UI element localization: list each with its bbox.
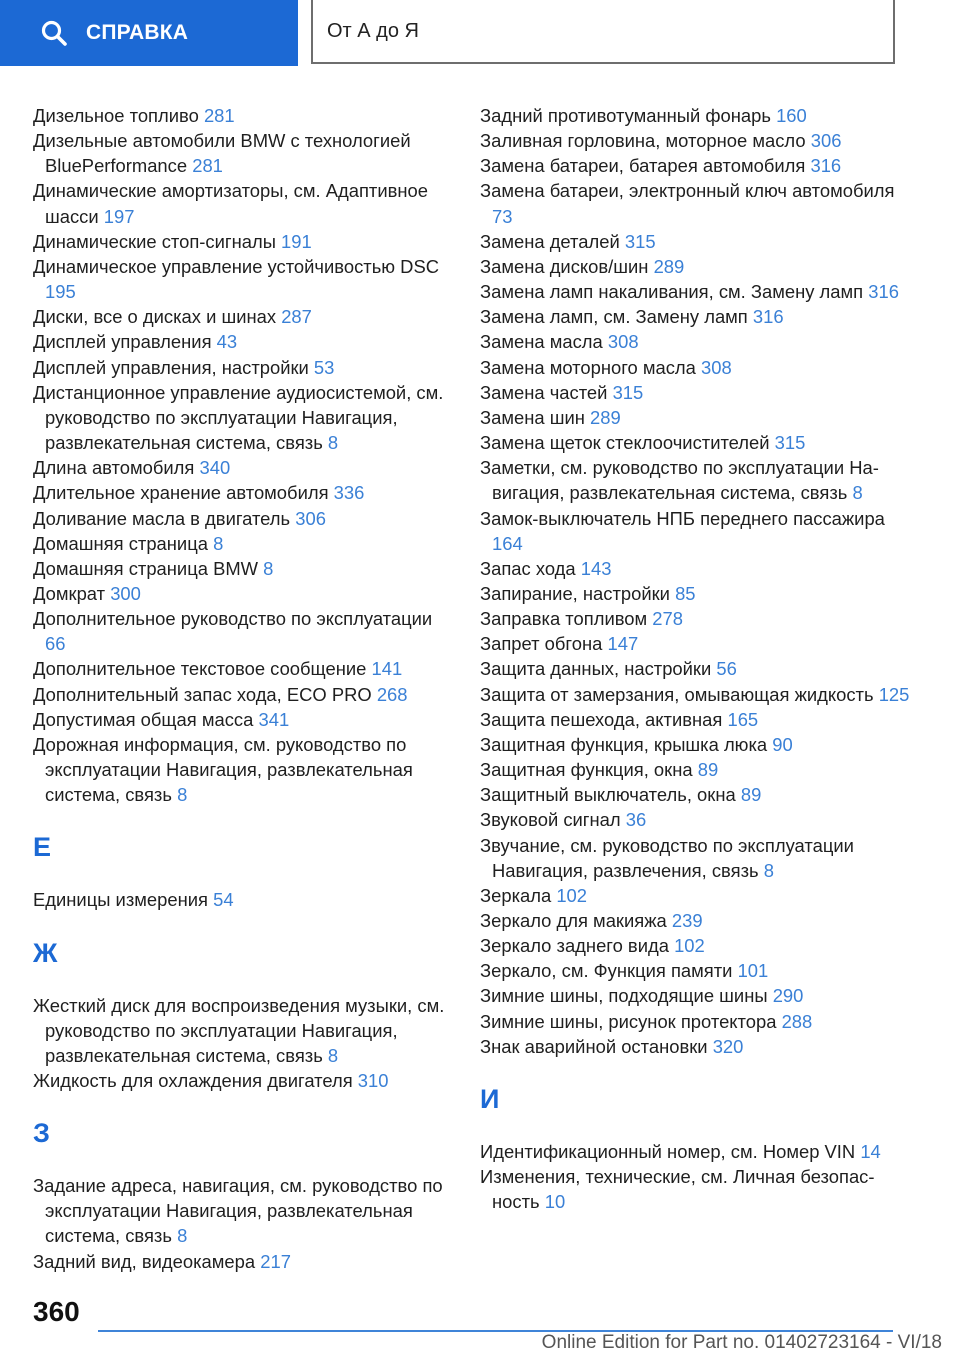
entry-text: Единицы измерения — [33, 889, 208, 911]
index-entry — [33, 329, 453, 354]
index-entry — [33, 682, 453, 707]
entry-text: Зеркало для макияжа — [480, 910, 667, 931]
page-link[interactable]: 341 — [258, 708, 290, 730]
entry-text: Идентификационный номер, см. Номер VIN — [480, 1140, 856, 1162]
index-entry — [480, 933, 910, 958]
index-entry — [480, 556, 910, 581]
page-link[interactable]: 8 — [852, 482, 863, 504]
index-entry — [480, 329, 910, 354]
page-link[interactable]: 281 — [192, 155, 223, 177]
help-label: СПРАВКА — [86, 21, 189, 44]
entry-text: Зеркала — [480, 884, 552, 906]
index-entry — [33, 229, 453, 254]
index-letter-heading: З — [33, 1118, 50, 1149]
page-link[interactable]: 197 — [103, 205, 135, 227]
index-entry — [480, 103, 910, 128]
index-entry — [480, 908, 910, 933]
entry-text: Дополнительное текстовое сообщение — [33, 658, 367, 680]
page-link[interactable]: 143 — [580, 557, 612, 579]
entry-text: Замена шин — [480, 406, 585, 428]
index-entry — [480, 983, 910, 1008]
entry-text: Знак аварийной остановки — [480, 1035, 708, 1057]
entry-text: Длина автомобиля — [33, 457, 195, 479]
header — [0, 0, 960, 66]
page-number: 360 — [33, 1296, 80, 1327]
entry-text: Запирание, настройки — [480, 582, 670, 604]
page-link[interactable]: 310 — [357, 1070, 389, 1091]
entry-text: Замок-выключатель НПБ переднего пассажира — [480, 507, 885, 529]
index-entry — [480, 682, 910, 707]
entry-text: Замена дисков/шин — [480, 255, 649, 277]
index-entry — [480, 355, 910, 380]
entry-text: Запрет обгона — [480, 633, 603, 655]
entry-text: Защита пешехода, активная — [480, 708, 723, 730]
page-link[interactable]: 288 — [781, 1010, 813, 1032]
entry-text: Динамические стоп-сигналы — [33, 230, 276, 252]
page-link[interactable]: 10 — [544, 1191, 566, 1213]
index-entry — [480, 304, 910, 329]
entry-text: Дистанционное управление аудиосистемой, см. руководство по эксплуатации Навигация, развлекательная система, связь — [33, 381, 444, 454]
entry-text: Длительное хранение автомобиля — [33, 482, 329, 504]
page-link[interactable]: 217 — [260, 1250, 291, 1272]
page-link[interactable]: 165 — [727, 708, 759, 730]
index-entry — [33, 1173, 453, 1248]
index-entry — [480, 606, 910, 631]
page-link[interactable]: 289 — [590, 406, 621, 428]
index-entry — [480, 1009, 910, 1034]
edition-text: Online Edition for Part no. 01402723164 - VI/18 — [541, 1332, 942, 1353]
page-link[interactable]: 8 — [763, 859, 774, 881]
page-link[interactable]: 8 — [213, 532, 224, 554]
entry-text: Зимние шины, рисунок протектора — [480, 1010, 777, 1032]
index-entry — [33, 304, 453, 329]
index-entry — [480, 455, 910, 505]
index-entry — [33, 1249, 453, 1274]
section-title: От А до Я — [311, 0, 895, 64]
page-link[interactable]: 141 — [371, 658, 403, 680]
index-entry — [33, 606, 453, 656]
index-entry — [33, 1068, 453, 1093]
index-entry — [33, 254, 453, 304]
entry-text: Звучание, см. руководство по эксплуатации Навигация, развлечения, связь — [480, 834, 854, 881]
entry-text: Динамические амортизаторы, см. Адаптивное шасси — [33, 180, 428, 227]
entry-text: Замена батареи, батарея автомобиля — [480, 155, 806, 177]
entry-text: Задний противотуманный фонарь — [480, 105, 771, 126]
index-entry — [480, 254, 910, 279]
page-link[interactable]: 308 — [607, 331, 639, 353]
search-icon — [40, 19, 68, 47]
page-link[interactable]: 278 — [652, 608, 683, 630]
index-entry — [33, 993, 453, 1068]
entry-text: Диски, все о дисках и шинах — [33, 306, 277, 328]
entry-text: Звуковой сигнал — [480, 809, 621, 831]
index-entry — [33, 455, 453, 480]
page-link[interactable]: 36 — [625, 809, 647, 831]
index-entry — [33, 531, 453, 556]
entry-text: Домашняя страница — [33, 532, 208, 554]
index-entry — [33, 887, 453, 912]
entry-text: Дизельное топливо — [33, 105, 199, 126]
entry-text: Запас хода — [480, 557, 576, 579]
entry-text: Защита данных, настройки — [480, 658, 712, 680]
entry-text: Допустимая общая масса — [33, 708, 254, 730]
page-link[interactable]: 306 — [295, 507, 326, 529]
page-link[interactable]: 195 — [45, 281, 76, 303]
entry-text: Заправка топливом — [480, 608, 648, 630]
page-link[interactable]: 315 — [624, 230, 656, 252]
page-link[interactable]: 8 — [177, 784, 188, 806]
entry-text: Домкрат — [33, 582, 106, 604]
index-entry — [480, 757, 910, 782]
page-link[interactable]: 160 — [776, 105, 807, 126]
entry-text: Замена ламп накаливания, см. Замену ламп — [480, 281, 864, 303]
index-entry — [33, 506, 453, 531]
entry-text: Дополнительный запас хода, ECO PRO — [33, 683, 372, 705]
index-entry — [480, 380, 910, 405]
index-column-left — [33, 103, 453, 1274]
page-link[interactable]: 101 — [737, 960, 769, 982]
entry-text: Изменения, технические, см. Личная безопасность — [480, 1166, 875, 1213]
index-letter-heading: Е — [33, 832, 52, 863]
page-link[interactable]: 8 — [327, 1044, 339, 1066]
entry-text: Заливная горловина, моторное масло — [480, 130, 806, 152]
page-link[interactable]: 268 — [376, 683, 408, 705]
index-entry — [480, 656, 910, 681]
page-link[interactable]: 8 — [263, 557, 274, 579]
page-link[interactable]: 53 — [313, 356, 335, 378]
entry-text: Задание адреса, навигация, см. руководство по эксплуатации Навигация, развлекательная система, связь — [33, 1175, 443, 1247]
page-link[interactable]: 289 — [653, 255, 685, 277]
page-link[interactable]: 191 — [281, 230, 312, 252]
page-link[interactable]: 89 — [740, 784, 762, 806]
index-entry — [480, 1139, 910, 1164]
page-link[interactable]: 164 — [492, 532, 523, 554]
entry-text: Жидкость для охлаждения двигателя — [33, 1070, 353, 1091]
index-entry — [480, 782, 910, 807]
entry-text: Защитная функция, крышка люка — [480, 733, 768, 755]
page-link[interactable]: 239 — [671, 910, 703, 931]
index-entry — [480, 631, 910, 656]
entry-text: Защита от замерзания, омывающая жидкость — [480, 683, 874, 705]
entry-text: Защитный выключатель, окна — [480, 784, 736, 806]
page-link[interactable]: 336 — [333, 482, 365, 504]
entry-text: Динамическое управление устойчивостью DSC — [33, 255, 440, 277]
index-entry — [33, 355, 453, 380]
page-link[interactable]: 56 — [716, 658, 737, 680]
entry-text: Дополнительное руководство по эксплуатации — [33, 608, 433, 630]
page-link[interactable]: 89 — [697, 759, 719, 781]
entry-text: Зеркало заднего вида — [480, 935, 669, 957]
page-link[interactable]: 316 — [752, 306, 784, 328]
entry-text: Жесткий диск для воспроизведения музыки, см. руководство по эксплуатации Навигация, развлекательная система, связь — [33, 994, 445, 1066]
index-entry — [480, 1034, 910, 1059]
entry-text: Дизельные автомобили BMW с технологией BluePerformance — [33, 130, 411, 177]
page-link[interactable]: 290 — [772, 985, 804, 1007]
index-letter-heading: И — [480, 1083, 500, 1114]
entry-text: Задний вид, видеокамера — [33, 1250, 256, 1272]
index-entry — [480, 178, 910, 228]
index-entry — [33, 128, 453, 178]
entry-text: Защитная функция, окна — [480, 759, 693, 781]
page-link[interactable]: 147 — [607, 633, 639, 655]
index-entry — [480, 229, 910, 254]
index-entry — [480, 707, 910, 732]
page-link[interactable]: 8 — [177, 1225, 188, 1247]
index-entry — [480, 958, 910, 983]
page-link[interactable]: 308 — [701, 356, 732, 378]
entry-text: Дорожная информация, см. руководство по эксплуатации Навигация, развлекательная система, связь — [33, 733, 413, 806]
index-entry — [480, 1164, 910, 1214]
entry-text: Замена батареи, электронный ключ автомобиля — [480, 180, 895, 202]
page-link[interactable]: 14 — [860, 1140, 881, 1162]
entry-text: Замена щеток стеклоочистителей — [480, 432, 770, 454]
entry-text: Дисплей управления, настройки — [33, 356, 309, 378]
index-entry — [480, 581, 910, 606]
index-column-right — [480, 103, 910, 1214]
footer — [0, 1290, 960, 1362]
entry-text: Зеркало, см. Функция памяти — [480, 960, 733, 982]
entry-text: Замена частей — [480, 381, 608, 403]
entry-text: Замена моторного масла — [480, 356, 696, 378]
page-link[interactable]: 8 — [327, 432, 339, 454]
index-entry — [33, 732, 453, 807]
page-link[interactable]: 102 — [674, 935, 705, 957]
entry-text: Замена ламп, см. Замену ламп — [480, 306, 748, 328]
entry-text: Дисплей управления — [33, 331, 212, 353]
index-entry — [33, 480, 453, 505]
page-link[interactable]: 340 — [199, 457, 231, 479]
entry-text: Заметки, см. руководство по эксплуатации Навигация, развлекательная система, связь — [480, 457, 879, 504]
page-link[interactable]: 102 — [556, 884, 588, 906]
index-entry — [33, 707, 453, 732]
page-link[interactable]: 43 — [216, 331, 238, 353]
index-entry — [480, 128, 910, 153]
page-link[interactable]: 287 — [281, 306, 312, 328]
page-link[interactable]: 315 — [612, 381, 644, 403]
entry-text: Замена масла — [480, 331, 603, 353]
index-entry — [480, 506, 910, 556]
page-link[interactable]: 316 — [868, 281, 899, 303]
index-entry — [480, 833, 910, 883]
index-entry — [480, 883, 910, 908]
index-entry — [33, 380, 453, 455]
entry-text: Домашняя страница BMW — [33, 557, 259, 579]
page-link[interactable]: 281 — [203, 105, 235, 126]
page-link[interactable]: 90 — [772, 733, 793, 755]
page-link[interactable]: 73 — [492, 205, 513, 227]
entry-text: Зимние шины, подходящие шины — [480, 985, 768, 1007]
entry-text: Доливание масла в двигатель — [33, 507, 291, 529]
index-letter-heading: Ж — [33, 937, 58, 968]
index-entry — [480, 153, 910, 178]
page-link[interactable]: 300 — [110, 582, 141, 604]
index-entry — [480, 807, 910, 832]
index-entry — [33, 656, 453, 681]
index-entry — [33, 103, 453, 128]
index-entry — [33, 178, 453, 228]
page-link[interactable]: 315 — [774, 432, 806, 454]
page-link[interactable]: 85 — [675, 582, 696, 604]
index-entry — [33, 556, 453, 581]
page-link[interactable]: 316 — [810, 155, 842, 177]
help-tab[interactable] — [0, 0, 298, 66]
page-link[interactable]: 320 — [712, 1035, 744, 1057]
page-link[interactable]: 125 — [878, 683, 910, 705]
page-link[interactable]: 306 — [810, 130, 842, 152]
index-entry — [33, 581, 453, 606]
page-link[interactable]: 54 — [213, 889, 234, 911]
page-link[interactable]: 66 — [45, 633, 66, 655]
index-entry — [480, 732, 910, 757]
entry-text: Замена деталей — [480, 230, 620, 252]
index-entry — [480, 405, 910, 430]
index-entry — [480, 279, 910, 304]
index-entry — [480, 430, 910, 455]
